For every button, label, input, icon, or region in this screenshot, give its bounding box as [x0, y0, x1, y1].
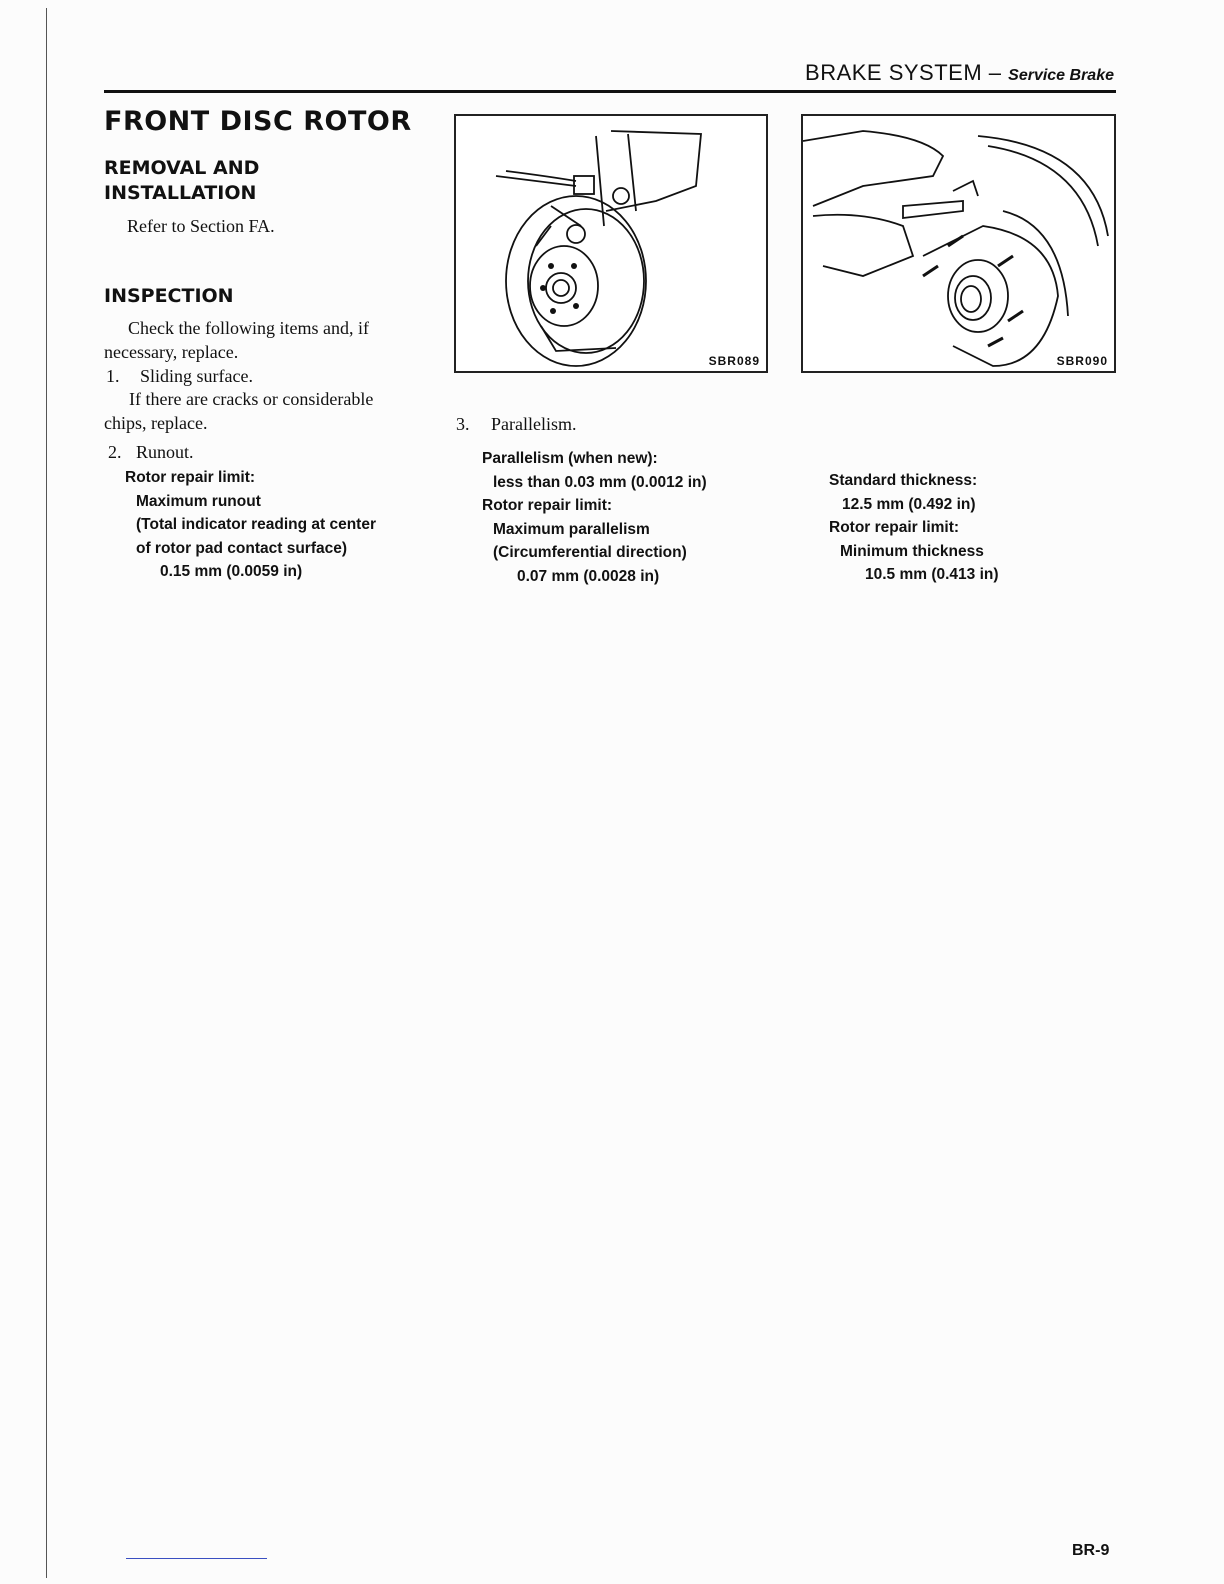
parallelism-spec	[482, 447, 707, 588]
removal-heading	[104, 156, 259, 206]
binding-margin-line	[46, 8, 47, 1578]
item1-text-line2: chips, replace.	[104, 413, 208, 433]
spec-line: Maximum runout	[136, 492, 261, 510]
figure-label: SBR089	[708, 354, 760, 368]
header-separator: –	[982, 60, 1009, 85]
item3-title: Parallelism.	[491, 414, 577, 434]
spec-line: Maximum parallelism	[493, 520, 650, 538]
footer-line	[126, 1558, 267, 1559]
removal-heading-line1: REMOVAL AND	[104, 157, 260, 179]
spec-line: 10.5 mm (0.413 in)	[865, 566, 999, 583]
spec-line: 0.07 mm (0.0028 in)	[517, 567, 660, 585]
spec-line: Parallelism (when new):	[482, 450, 658, 467]
inspection-intro-line1: Check the following items and, if	[128, 318, 369, 338]
spec-line: (Circumferential direction)	[493, 544, 687, 561]
spec-line: less than 0.03 mm (0.0012 in)	[493, 473, 707, 491]
figure-label: SBR090	[1056, 354, 1108, 368]
item1-title: Sliding surface.	[140, 366, 253, 386]
removal-text: Refer to Section FA.	[127, 216, 275, 236]
spec-line: Rotor repair limit:	[125, 469, 256, 486]
spec-line: Rotor repair limit:	[829, 519, 960, 536]
header-subsection: Service Brake	[1008, 67, 1114, 84]
removal-heading-line2: INSTALLATION	[104, 182, 257, 204]
page-header	[805, 60, 1114, 86]
header-rule	[104, 90, 1116, 93]
item2-title: Runout.	[136, 442, 194, 462]
dial-indicator-on-rotor-icon	[456, 116, 766, 371]
page-title: FRONT DISC ROTOR	[104, 106, 412, 137]
spec-line: 0.15 mm (0.0059 in)	[160, 563, 303, 580]
item1-text-line1: If there are cracks or considerable	[129, 389, 374, 409]
inspection-heading: INSPECTION	[104, 285, 234, 307]
spec-line: 12.5 mm (0.492 in)	[842, 495, 976, 513]
runout-spec	[125, 466, 376, 584]
header-system: BRAKE SYSTEM	[805, 60, 983, 85]
spec-line: (Total indicator reading at center	[136, 516, 377, 533]
figure-micrometer	[801, 114, 1116, 373]
page-number: BR-9	[1072, 1542, 1110, 1559]
spec-line: Standard thickness:	[829, 472, 978, 489]
item1-number: 1.	[106, 366, 120, 386]
item2-number: 2.	[108, 442, 122, 462]
spec-line: Minimum thickness	[840, 542, 984, 560]
item3-number: 3.	[456, 414, 470, 434]
figure-dial-indicator	[454, 114, 768, 373]
thickness-spec	[829, 469, 999, 587]
spec-line: Rotor repair limit:	[482, 497, 613, 514]
inspection-intro-line2: necessary, replace.	[104, 342, 239, 362]
spec-line: of rotor pad contact surface)	[136, 539, 347, 557]
micrometer-on-rotor-icon	[803, 116, 1114, 371]
